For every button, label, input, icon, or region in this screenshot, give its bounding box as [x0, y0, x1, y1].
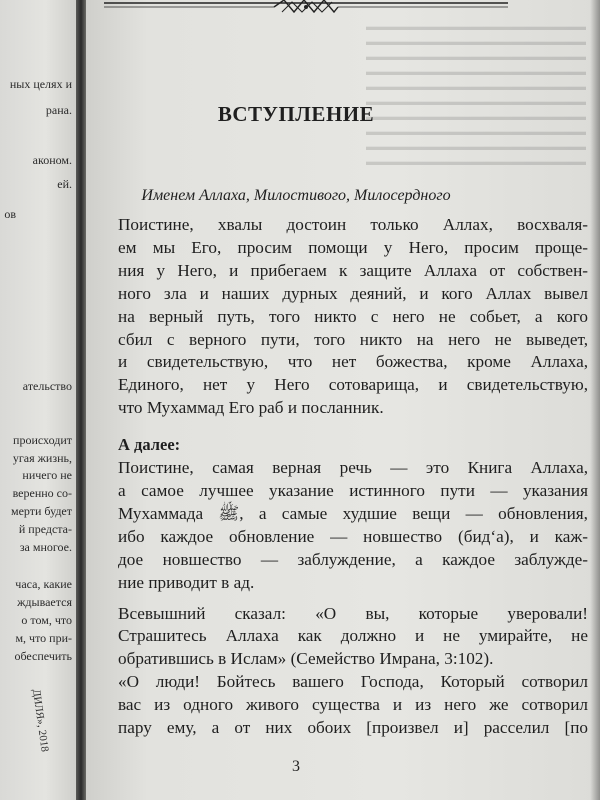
left-page-fragment: угая жизнь, — [12, 451, 72, 465]
main-page — [86, 0, 600, 800]
left-page-fragment: мерти будет — [11, 504, 72, 518]
text-line: Поистине, самая верная речь — это Книга Аллаха, — [118, 458, 588, 478]
text-line: ния у Него, и прибегаем к защите Аллаха от собствен- — [118, 260, 588, 280]
paragraph-main — [118, 457, 588, 594]
text-line: пару ему, а от них обоих [произвел и] расселил [по — [118, 718, 588, 738]
page-number: 3 — [292, 758, 300, 775]
show-through-text: ▬▬▬▬▬▬▬▬▬▬▬▬▬▬▬▬▬▬▬▬ ▬▬▬▬▬▬▬▬▬▬▬▬▬▬▬▬▬▬▬▬ ▬▬▬▬▬▬▬▬▬▬▬▬▬▬▬▬▬▬▬▬ ▬▬▬▬▬▬▬▬▬▬▬▬▬▬▬▬▬▬▬▬ ▬▬▬▬▬▬▬▬▬▬▬▬▬▬▬▬▬▬▬▬ ▬▬▬▬▬▬▬▬▬▬▬▬▬▬▬▬▬▬▬▬ ▬▬▬▬▬▬▬▬▬▬▬▬▬▬▬▬▬▬▬▬ ▬▬▬▬▬▬▬▬▬▬▬▬▬▬▬▬▬▬▬▬ ▬▬▬▬▬▬▬▬▬▬▬▬▬▬▬▬▬▬▬▬ ▬▬▬▬▬▬▬▬▬▬▬▬▬▬▬▬▬▬▬▬ — [366, 21, 586, 168]
left-page-fragment: ательство — [22, 379, 72, 393]
left-page-footer: ДИЛЯ», 2018 — [30, 688, 51, 753]
left-page-fragment: ждывается — [17, 595, 72, 609]
left-page-fragment: о том, что — [21, 613, 72, 627]
text-line: и свидетельствую, что нет божества, кроме Аллаха, — [118, 352, 588, 372]
book-gutter — [76, 0, 86, 800]
page-title: ВСТУПЛЕНИЕ — [217, 102, 375, 126]
left-page-fragment: за многое. — [19, 540, 72, 554]
text-line: а самое лучшее указание истинного пути — указания — [118, 480, 588, 500]
left-page-fragment: рана. — [45, 103, 72, 117]
paragraph-intro — [118, 214, 588, 420]
left-page-fragment: часа, какие — [15, 577, 72, 591]
left-page-fragment: ей. — [57, 177, 72, 191]
left-page-fragment: аконом. — [32, 153, 72, 167]
text-line: на верный путь, того никто с него не собьет, а кого — [118, 306, 588, 326]
page-subtitle: Именем Аллаха, Милостивого, Милосердного — [141, 187, 451, 204]
text-line: вас из одного живого существа и из него же сотворил — [118, 695, 588, 715]
left-page-fragment: веренно со- — [12, 486, 72, 500]
text-line: обратившись в Ислам» (Семейство Имрана, 3:102). — [118, 649, 494, 669]
left-page-fragment: м, что при- — [15, 631, 72, 645]
page-edge-shadow — [590, 0, 600, 800]
text-line: Единого, нет у Него сотоварища, и свидетельствую, — [118, 375, 588, 395]
text-line: Мухаммада ﷺ, а самые худшие вещи — обновления, — [118, 503, 588, 523]
left-page — [0, 0, 76, 800]
text-line: ем мы Его, просим помощи у Него, просим проще- — [118, 237, 588, 257]
text-line: ние приводит в ад. — [118, 572, 255, 592]
paragraph-quote — [118, 603, 588, 740]
left-page-fragment: происходит — [13, 433, 72, 447]
left-page-fragment: ов — [4, 207, 16, 221]
text-line: Страшитесь Аллаха как должно и не умирайте, не — [118, 626, 588, 646]
text-line: ного зла и наших дурных деяний, и кого Аллах вывел — [118, 283, 588, 303]
text-line: что Мухаммад Его раб и посланник. — [118, 398, 384, 418]
text-line: ибо каждое обновление — новшество (бид‘а), и каж- — [118, 526, 588, 546]
left-page-fragment: ничего не — [22, 468, 72, 482]
left-page-fragment: обеспечить — [14, 649, 72, 663]
left-page-fragment: й предста- — [18, 522, 72, 536]
text-line: дое новшество — заблуждение, а каждое заблужде- — [118, 549, 588, 569]
page-body — [118, 214, 588, 740]
ornament-border-icon — [104, 0, 508, 14]
section-heading: А далее: — [118, 435, 181, 455]
text-line: Всевышний сказал: «О вы, которые уверовали! — [118, 603, 588, 623]
text-line: «О люди! Бойтесь вашего Господа, Который сотворил — [118, 672, 588, 692]
text-line: Поистине, хвалы достоин только Аллах, восхваля- — [118, 215, 588, 234]
left-page-fragment: ных целях и — [9, 77, 72, 91]
text-line: сбил с верного пути, того никто на него не выведет, — [118, 329, 588, 349]
